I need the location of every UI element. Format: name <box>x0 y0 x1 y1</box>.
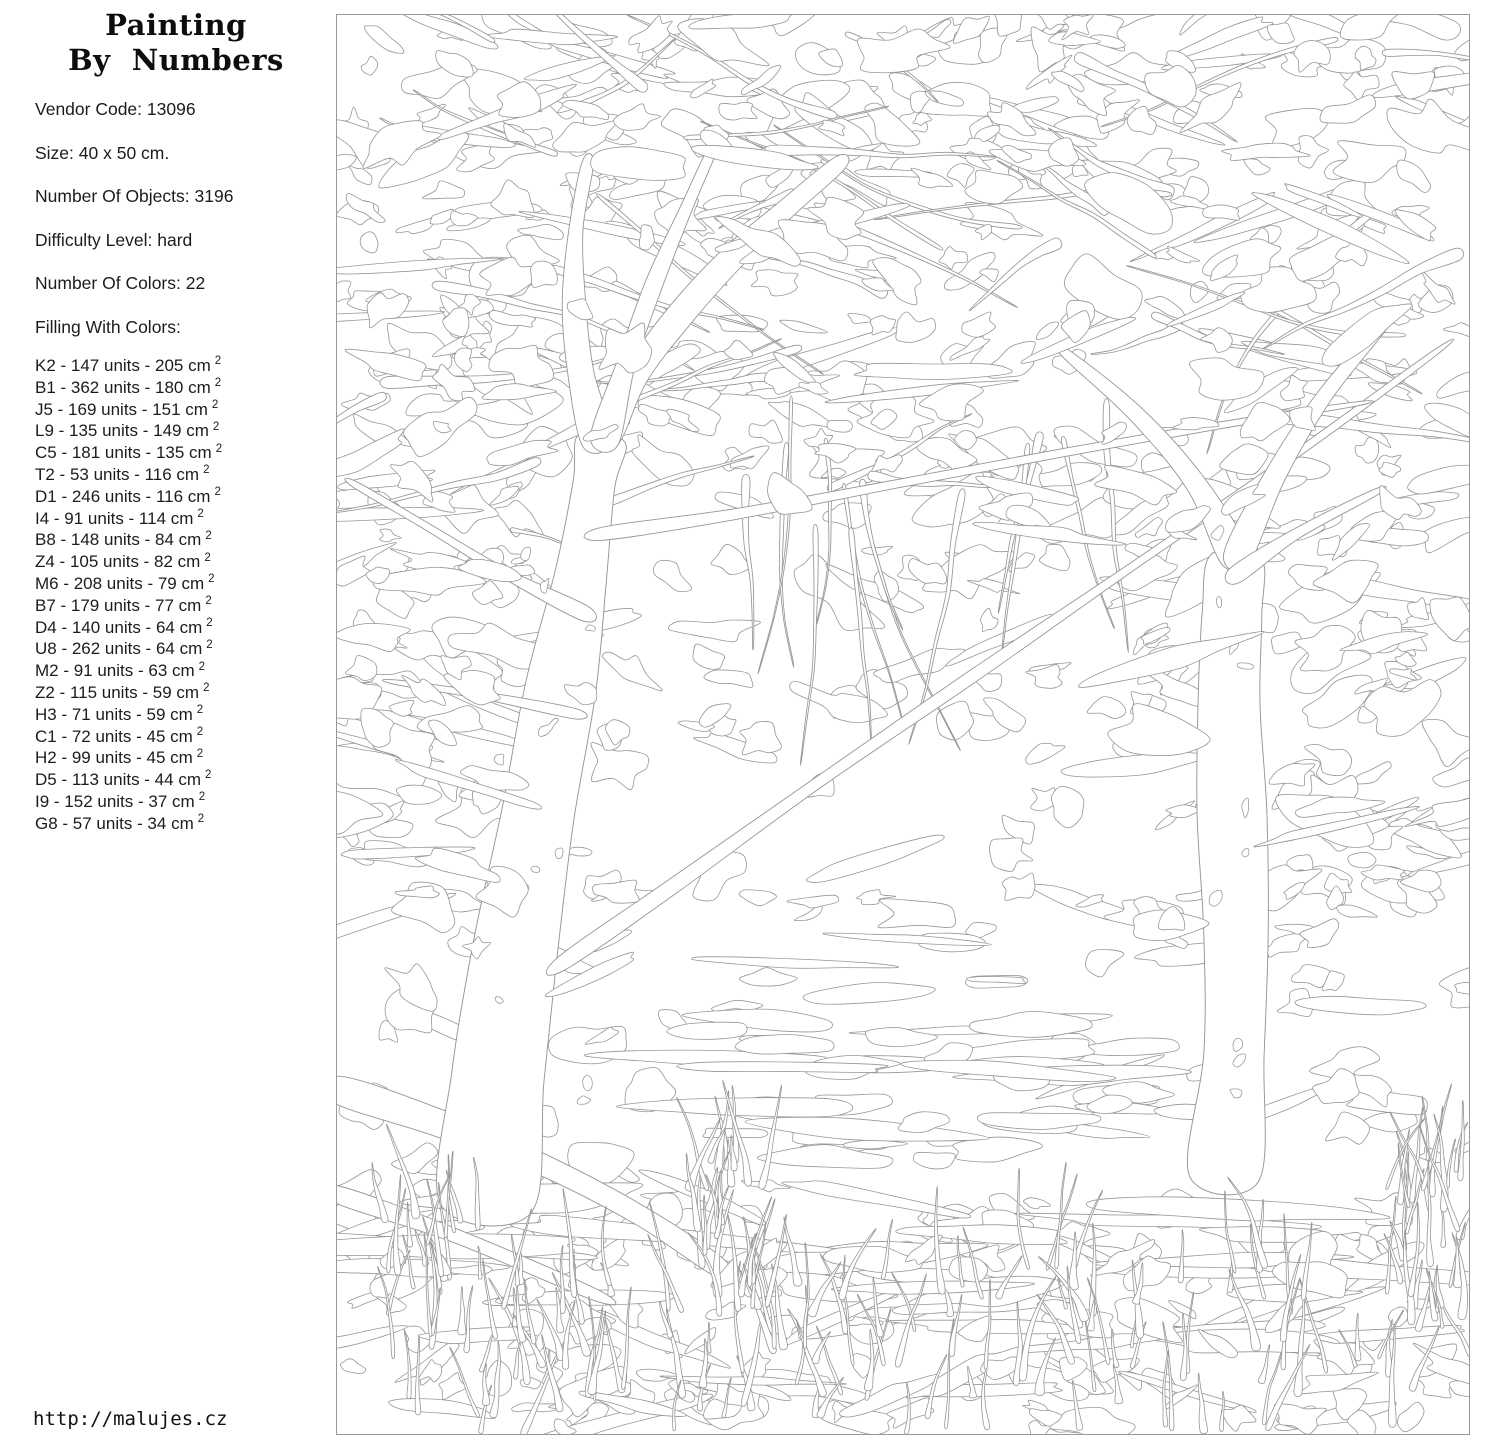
color-list-item <box>35 813 222 835</box>
page-title <box>0 8 352 78</box>
info-row: Number Of Colors: 22 <box>35 273 206 293</box>
color-item-label: M2 - 91 units - 63 cm <box>35 661 195 681</box>
color-item-area-superscript: 2 <box>198 660 206 673</box>
color-item-label: J5 - 169 units - 151 cm <box>35 399 208 419</box>
outline-shape <box>677 1062 889 1073</box>
color-item-area-superscript: 2 <box>203 464 210 477</box>
color-list-item <box>35 529 222 551</box>
color-item-area-superscript: 2 <box>206 616 213 629</box>
color-list-item <box>35 704 222 726</box>
color-list-item <box>35 617 222 639</box>
color-list-item <box>35 791 222 813</box>
outline-shape <box>1348 852 1376 868</box>
info-row: Number Of Objects: 3196 <box>35 186 234 206</box>
color-list-item <box>35 355 222 377</box>
color-item-area-superscript: 2 <box>212 420 220 433</box>
color-item-area-superscript: 2 <box>203 682 210 695</box>
color-item-area-superscript: 2 <box>215 442 223 455</box>
color-item-label: M6 - 208 units - 79 cm <box>35 573 205 593</box>
color-item-label: Z2 - 115 units - 59 cm <box>35 682 200 702</box>
color-item-area-superscript: 2 <box>205 529 212 542</box>
info-row: Difficulty Level: hard <box>35 229 193 250</box>
color-item-label: C1 - 72 units - 45 cm <box>35 726 193 746</box>
color-list-item <box>35 769 222 791</box>
color-item-area-superscript: 2 <box>205 595 212 608</box>
color-item-label: U8 - 262 units - 64 cm <box>35 639 203 659</box>
title-line-2: By Numbers <box>68 43 284 77</box>
info-row: Size: 40 x 50 cm. <box>35 142 170 163</box>
color-item-area-superscript: 2 <box>206 638 213 651</box>
color-list-item <box>35 551 222 573</box>
color-item-label: H3 - 71 units - 59 cm <box>35 704 193 724</box>
color-item-label: G8 - 57 units - 34 cm <box>35 813 194 833</box>
color-item-label: B1 - 362 units - 180 cm <box>35 377 211 397</box>
info-row: Filling With Colors: <box>35 316 181 337</box>
color-item-area-superscript: 2 <box>214 377 222 390</box>
color-item-area-superscript: 2 <box>196 704 204 717</box>
color-item-label: I9 - 152 units - 37 cm <box>35 791 195 811</box>
color-item-area-superscript: 2 <box>204 769 212 782</box>
color-item-area-superscript: 2 <box>214 355 222 368</box>
color-item-label: I4 - 91 units - 114 cm <box>35 508 194 528</box>
color-item-label: B8 - 148 units - 84 cm <box>35 530 202 550</box>
color-list-item <box>35 420 222 442</box>
color-list-item <box>35 726 222 748</box>
outline-shape <box>555 848 563 859</box>
color-item-area-superscript: 2 <box>211 398 219 411</box>
info-row: Vendor Code: 13096 <box>35 99 196 119</box>
color-item-area-superscript: 2 <box>198 791 206 804</box>
color-list <box>35 355 222 835</box>
color-item-label: L9 - 135 units - 149 cm <box>35 421 209 441</box>
color-list-item <box>35 508 222 530</box>
color-item-area-superscript: 2 <box>197 507 204 520</box>
outline-drawing-canvas <box>336 14 1470 1435</box>
color-item-label: D4 - 140 units - 64 cm <box>35 617 203 637</box>
color-item-area-superscript: 2 <box>196 747 204 760</box>
outline-shape <box>583 1075 593 1090</box>
color-item-area-superscript: 2 <box>214 486 221 499</box>
color-item-label: B7 - 179 units - 77 cm <box>35 595 202 615</box>
color-item-label: D1 - 246 units - 116 cm <box>35 486 211 506</box>
color-item-label: C5 - 181 units - 135 cm <box>35 443 212 463</box>
outline-shape <box>827 420 852 432</box>
color-item-area-superscript: 2 <box>208 573 215 586</box>
color-item-label: K2 - 147 units - 205 cm <box>35 356 211 375</box>
website-url: http://malujes.cz <box>33 1408 228 1430</box>
color-list-item <box>35 399 222 421</box>
color-item-label: Z4 - 105 units - 82 cm <box>35 552 201 572</box>
color-list-item <box>35 486 222 508</box>
color-item-area-superscript: 2 <box>204 551 211 564</box>
color-list-item <box>35 660 222 682</box>
color-list-item <box>35 682 222 704</box>
color-item-area-superscript: 2 <box>196 725 204 738</box>
color-list-item <box>35 377 222 399</box>
title-line-1: Painting <box>105 8 247 42</box>
color-list-item <box>35 464 222 486</box>
outline-shape <box>1203 205 1240 220</box>
color-item-area-superscript: 2 <box>197 813 205 826</box>
color-list-item <box>35 573 222 595</box>
color-list-item <box>35 747 222 769</box>
color-list-item <box>35 638 222 660</box>
outline-shape <box>719 102 757 120</box>
color-list-item <box>35 442 222 464</box>
sidebar <box>0 0 336 1453</box>
outline-drawing <box>336 14 1470 1435</box>
color-item-label: T2 - 53 units - 116 cm <box>35 464 200 484</box>
color-item-label: D5 - 113 units - 44 cm <box>35 770 201 790</box>
color-item-label: H2 - 99 units - 45 cm <box>35 748 193 768</box>
color-list-item <box>35 595 222 617</box>
info-block <box>35 101 233 362</box>
